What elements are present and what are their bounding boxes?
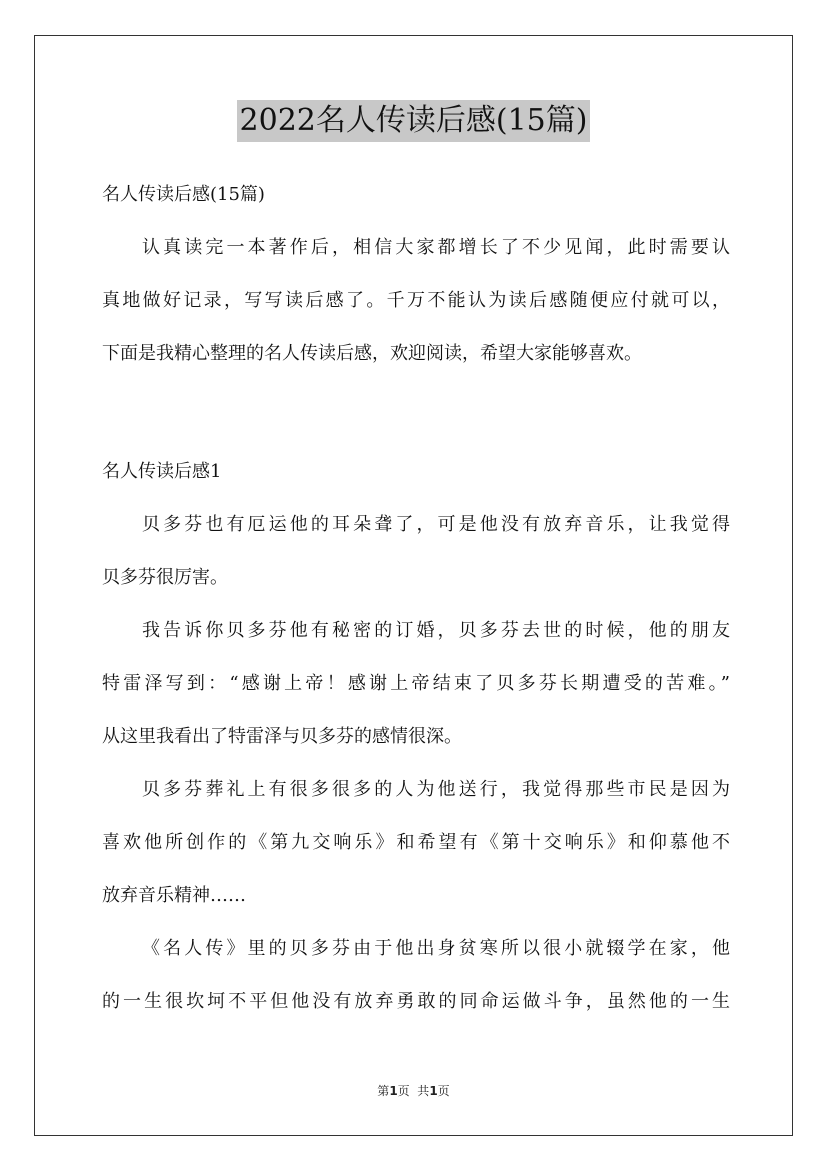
paragraph-3 — [102, 767, 730, 926]
paragraph-spacer — [102, 384, 730, 449]
paragraph-line: 放弃音乐精神…… — [102, 885, 246, 906]
paragraph-line: 贝多芬葬礼上有很多很多的人为他送行，我觉得那些市民是因为 — [142, 779, 730, 800]
page-footer — [0, 1082, 827, 1099]
intro-line: 下面是我精心整理的名人传读后感，欢迎阅读，希望大家能够喜欢。 — [102, 343, 642, 364]
intro-paragraph — [102, 225, 730, 384]
footer-page-suffix: 页 — [437, 1084, 450, 1098]
intro-line: 认真读完一本著作后，相信大家都增长了不少见闻，此时需要认 — [142, 237, 730, 258]
title-container — [0, 100, 827, 142]
paragraph-line: 《名人传》里的贝多芬由于他出身贫寒所以很小就辍学在家，他 — [142, 938, 730, 959]
paragraph-line: 我告诉你贝多芬他有秘密的订婚，贝多芬去世的时候，他的朋友 — [142, 620, 730, 641]
section-heading: 名人传读后感1 — [102, 461, 222, 482]
document-body — [102, 172, 730, 1032]
paragraph-line: 特雷泽写到：“感谢上帝！感谢上帝结束了贝多芬长期遭受的苦难。” — [102, 673, 730, 694]
paragraph-line: 喜欢他所创作的《第九交响乐》和希望有《第十交响乐》和仰慕他不 — [102, 832, 730, 853]
paragraph-line: 贝多芬很厉害。 — [102, 567, 228, 588]
paragraph-1 — [102, 502, 730, 608]
footer-page-number: 1 — [389, 1084, 398, 1098]
paragraph-line: 贝多芬也有厄运他的耳朵聋了，可是他没有放弃音乐，让我觉得 — [142, 514, 730, 535]
footer-page-total: 1 — [429, 1084, 438, 1098]
intro-line: 真地做好记录，写写读后感了。千万不能认为读后感随便应付就可以， — [102, 290, 730, 311]
document-subtitle: 名人传读后感(15篇) — [102, 184, 265, 205]
paragraph-line: 从这里我看出了特雷泽与贝多芬的感情很深。 — [102, 726, 462, 747]
document-title: 2022名人传读后感(15篇) — [237, 100, 591, 142]
footer-page-mid: 页 共 — [397, 1084, 430, 1098]
paragraph-2 — [102, 608, 730, 767]
footer-page-prefix: 第 — [377, 1084, 390, 1098]
paragraph-line: 的一生很坎坷不平但他没有放弃勇敢的同命运做斗争，虽然他的一生 — [102, 991, 730, 1012]
paragraph-4 — [102, 926, 730, 1032]
